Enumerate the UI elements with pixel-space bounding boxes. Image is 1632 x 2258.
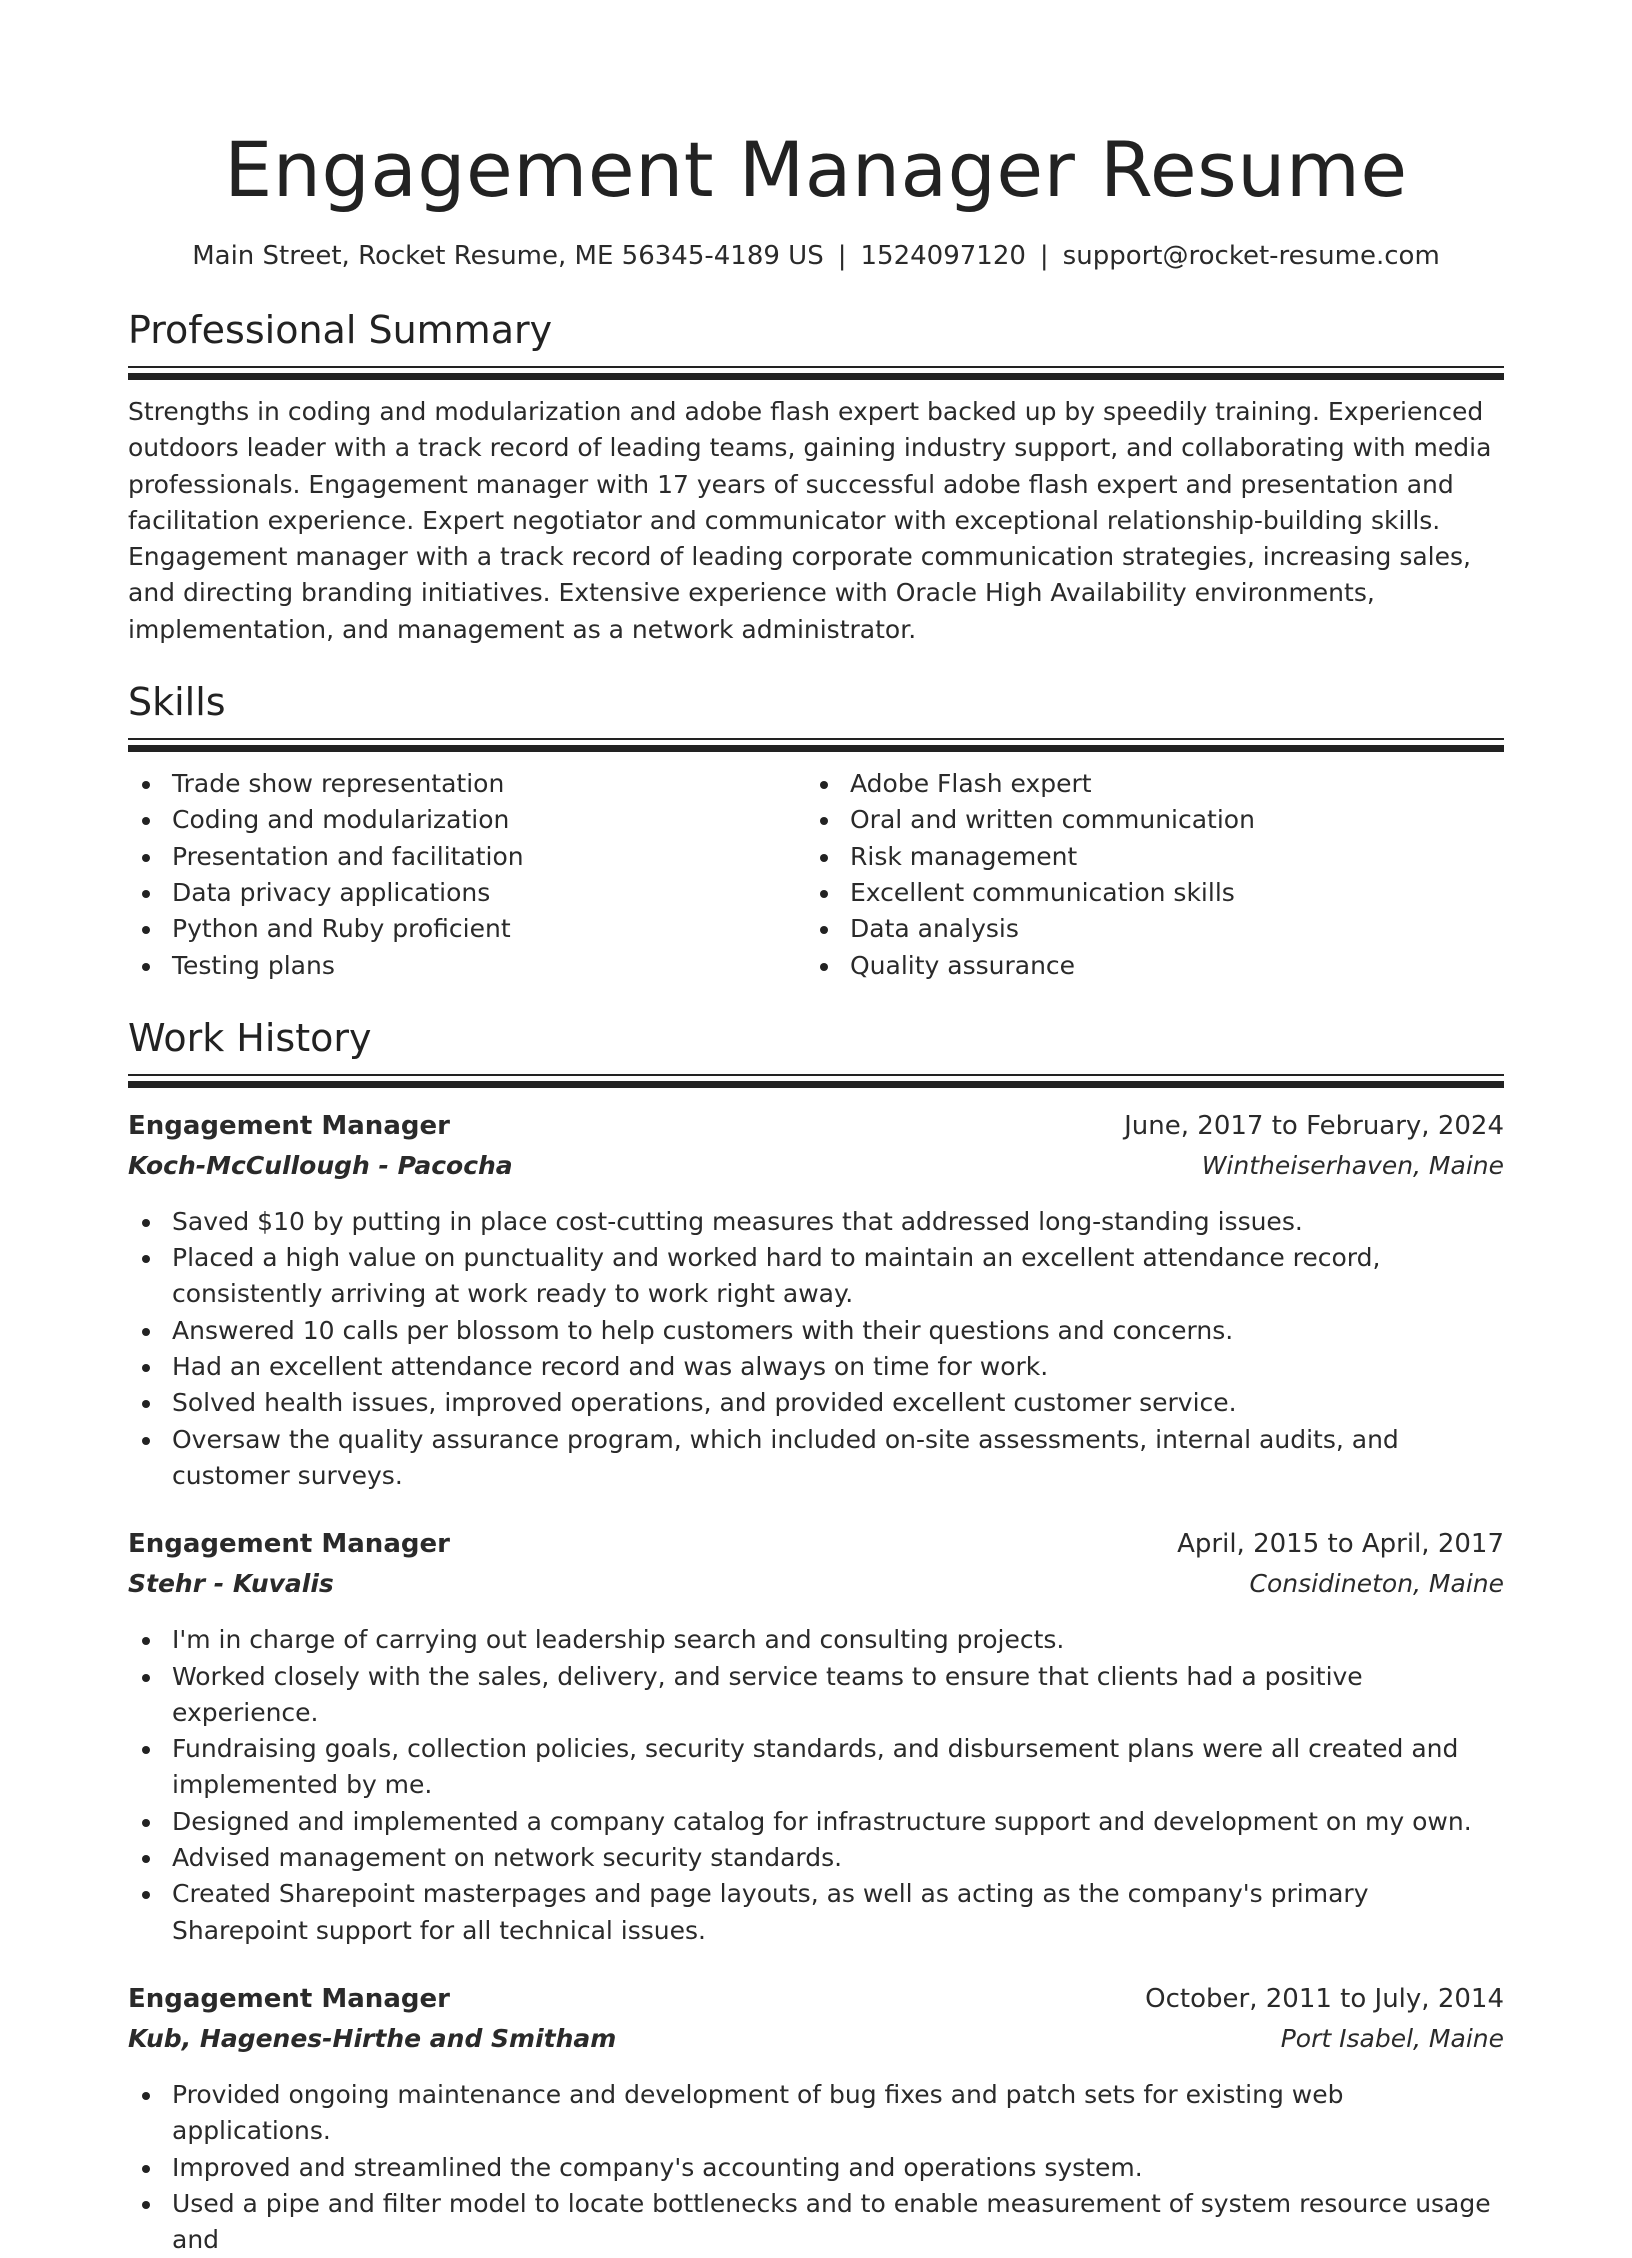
job-title: Engagement Manager <box>128 1983 450 2014</box>
job-header-row <box>128 1524 1504 1564</box>
work-section <box>128 1014 1504 2258</box>
skill-item: Presentation and facilitation <box>128 839 806 875</box>
skills-columns <box>128 766 1504 984</box>
job-bullet: Fundraising goals, collection policies, security standards, and disbursement plans were all created and implemented by me. <box>128 1731 1504 1804</box>
skill-item: Quality assurance <box>806 948 1484 984</box>
section-rule <box>128 366 1504 368</box>
contact-separator: | <box>837 241 847 271</box>
skills-heading: Skills <box>128 680 226 725</box>
job-bullet: Worked closely with the sales, delivery, and service teams to ensure that clients had a positive experience. <box>128 1659 1504 1732</box>
contact-address: Main Street, Rocket Resume, ME 56345-4189 US <box>192 241 824 271</box>
job-bullet: Used a pipe and filter model to locate bottlenecks and to enable measurement of system resource usage and <box>128 2186 1504 2258</box>
summary-section <box>128 306 1504 648</box>
job-bullet: Saved $10 by putting in place cost-cutting measures that addressed long-standing issues. <box>128 1204 1504 1240</box>
section-rule-thick <box>128 745 1504 752</box>
summary-heading: Professional Summary <box>128 308 553 352</box>
job-entry <box>128 1979 1504 2258</box>
job-entry <box>128 1106 1504 1494</box>
skill-item: Risk management <box>806 839 1484 875</box>
summary-text: Strengths in coding and modularization and adobe flash expert backed up by speedily training. Experienced outdoors leader with a track record of leading teams, gaining industry support, and collaborating with media professionals. Engagement manager with 17 years of successful adobe flash expert and presentation and facilitation experience. Expert negotiator and communicator with exceptional relationship-building skills. Engagement manager with a track record of leading corporate communication strategies, increasing sales, and directing branding initiatives. Extensive experience with Oracle High Availability environments, implementation, and management as a network administrator. <box>128 397 1492 644</box>
job-bullet: Answered 10 calls per blossom to help customers with their questions and concerns. <box>128 1313 1504 1349</box>
job-bullets <box>128 2077 1504 2258</box>
job-location: Wintheiserhaven, Maine <box>1201 1150 1504 1180</box>
section-rule <box>128 1074 1504 1076</box>
job-bullet: Improved and streamlined the company's accounting and operations system. <box>128 2150 1504 2186</box>
job-entry <box>128 1524 1504 1949</box>
contact-phone: 1524097120 <box>860 241 1026 271</box>
contact-email[interactable]: support@rocket-resume.com <box>1062 241 1440 271</box>
job-company-row <box>128 2019 1504 2059</box>
job-bullet: Had an excellent attendance record and was always on time for work. <box>128 1349 1504 1385</box>
job-bullet: Solved health issues, improved operations, and provided excellent customer service. <box>128 1385 1504 1421</box>
skill-item: Testing plans <box>128 948 806 984</box>
job-location: Considineton, Maine <box>1249 1569 1504 1599</box>
job-bullet: I'm in charge of carrying out leadership search and consulting projects. <box>128 1622 1504 1658</box>
skill-item: Trade show representation <box>128 766 806 802</box>
job-company: Kub, Hagenes-Hirthe and Smitham <box>128 2023 617 2053</box>
section-rule-thick <box>128 1081 1504 1088</box>
job-bullet: Placed a high value on punctuality and worked hard to maintain an excellent attendance record, consistently arriving at work ready to work right away. <box>128 1240 1504 1313</box>
skills-section <box>128 678 1504 984</box>
job-company: Stehr - Kuvalis <box>128 1569 334 1599</box>
skills-list-left <box>128 766 806 984</box>
skill-item: Python and Ruby proficient <box>128 911 806 947</box>
job-company-row <box>128 1564 1504 1604</box>
section-rule-thick <box>128 373 1504 380</box>
job-bullet: Created Sharepoint masterpages and page layouts, as well as acting as the company's primary Sharepoint support for all technical issues. <box>128 1876 1504 1949</box>
job-bullet: Oversaw the quality assurance program, which included on-site assessments, internal audits, and customer surveys. <box>128 1422 1504 1495</box>
job-bullet: Advised management on network security standards. <box>128 1840 1504 1876</box>
resume-title: Engagement Manager Resume <box>224 125 1408 214</box>
skill-item: Excellent communication skills <box>806 875 1484 911</box>
skill-item: Data privacy applications <box>128 875 806 911</box>
job-title: Engagement Manager <box>128 1529 450 1560</box>
work-heading: Work History <box>128 1015 372 1060</box>
job-dates: June, 2017 to February, 2024 <box>1124 1110 1504 1141</box>
section-rule <box>128 738 1504 740</box>
contact-separator: | <box>1039 241 1049 271</box>
contact-line <box>128 238 1504 274</box>
skill-item: Data analysis <box>806 911 1484 947</box>
job-bullet: Provided ongoing maintenance and development of bug fixes and patch sets for existing web applications. <box>128 2077 1504 2150</box>
job-dates: April, 2015 to April, 2017 <box>1177 1529 1504 1560</box>
job-dates: October, 2011 to July, 2014 <box>1145 1983 1504 2014</box>
job-bullets <box>128 1204 1504 1494</box>
job-location: Port Isabel, Maine <box>1280 2023 1504 2053</box>
job-company: Koch-McCullough - Pacocha <box>128 1150 513 1180</box>
job-header-row <box>128 1106 1504 1146</box>
job-header-row <box>128 1979 1504 2019</box>
job-title: Engagement Manager <box>128 1110 450 1141</box>
skill-item: Oral and written communication <box>806 802 1484 838</box>
job-company-row <box>128 1146 1504 1186</box>
skill-item: Coding and modularization <box>128 802 806 838</box>
job-bullet: Designed and implemented a company catalog for infrastructure support and development on my own. <box>128 1804 1504 1840</box>
job-bullets <box>128 1622 1504 1949</box>
skills-list-right <box>806 766 1484 984</box>
resume-page <box>128 0 1504 2258</box>
skill-item: Adobe Flash expert <box>806 766 1484 802</box>
